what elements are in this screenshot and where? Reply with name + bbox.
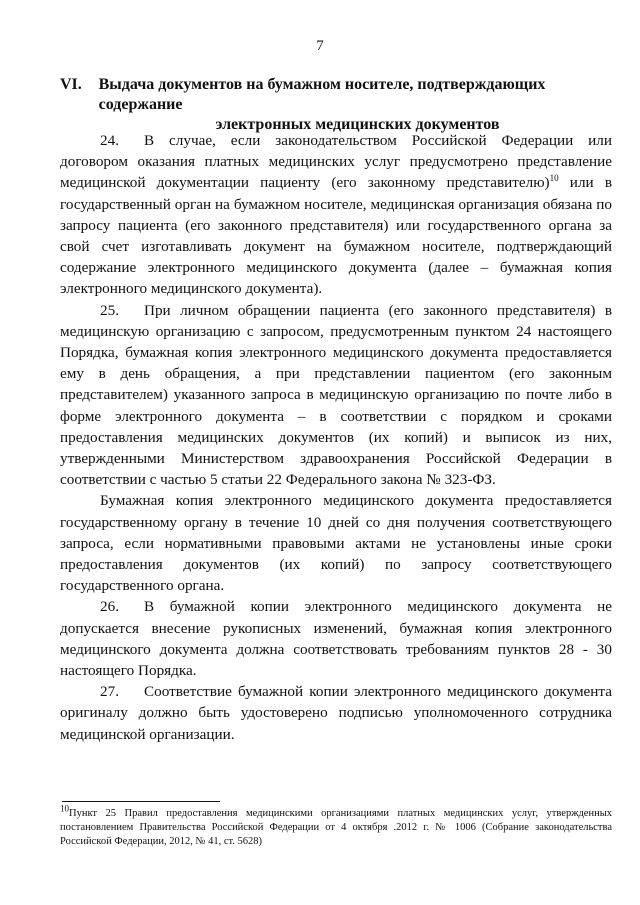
section-heading: [60, 75, 615, 135]
paragraph-25-continued: [60, 490, 612, 596]
footnote: [60, 803, 612, 849]
section-title-line2: электронных медицинских документов: [215, 116, 500, 133]
paragraph-text: Соответствие бумажной копии электронного медицинского документа оригиналу должно быть удостоверено подписью уполномоченного сотрудника медицинской организации.: [60, 683, 612, 743]
footnote-text: Пункт 25 Правил предоставления медицинскими организациями платных медицинских услуг, утвержденных постановлением Правительства Российской Федерации от 4 октября .2012 г. № 1006 (Собрание законодательства Российской Федерации, 2012, № 41, ст. 5628): [60, 808, 612, 847]
paragraph-27: [60, 681, 612, 745]
page-number: 7: [316, 38, 324, 54]
paragraph-number: 26.: [100, 598, 119, 616]
paragraph-text-continued: или в государственный орган на бумажном носителе, медицинская организация обязана по запросу пациента (его законного представителя) или государственного органа за свой счет изготавливать документ на бумажном носителе, подтверждающий содержание электронного медицинского документа (далее – бумажная копия электронного медицинского документа).: [60, 174, 613, 298]
footnote-number: 10: [60, 803, 69, 814]
body-text: [60, 130, 612, 745]
paragraph-25: [60, 300, 612, 491]
paragraph-number: 27.: [100, 683, 119, 701]
paragraph-number: 24.: [100, 132, 119, 149]
paragraph-24: [60, 130, 612, 300]
paragraph-number: 25.: [100, 301, 119, 319]
paragraph-text: Бумажная копия электронного медицинского документа предоставляется государственному органу в течение 10 дней со дня получения соответствующего запроса, если нормативными правовыми актами не установлены иные сроки предоставления документов (их копий) по запросу соответствующего государственного органа.: [60, 492, 612, 595]
section-number: VI.: [60, 76, 82, 93]
footnote-divider: [62, 801, 220, 802]
paragraph-text: В бумажной копии электронного медицинского документа не допускается внесение рукописных изменений, бумажная копия электронного медицинского документа должна соответствовать требованиям пунктов 28 - 30 настоящего Порядка.: [60, 598, 612, 680]
paragraph-text: В случае, если законодательством Российской Федерации или договором оказания платных медицинских услуг предусмотрено представление медицинской документации пациенту (его законному представителю): [60, 132, 612, 192]
footnote-reference: 10: [549, 173, 559, 184]
paragraph-26: [60, 596, 612, 681]
section-title-line1: Выдача документов на бумажном носителе, подтверждающих содержание: [98, 76, 546, 113]
paragraph-text: При личном обращении пациента (его законного представителя) в медицинскую организацию с запросом, предусмотренным пунктом 24 настоящего Порядка, бумажная копия электронного медицинского документа предоставляется ему в день обращения, а при представлении пациентом (его законным представителем) указанного запроса в медицинскую организацию по почте либо в форме электронного документа – в соответствии с порядком и сроками предоставления медицинских документов (их копий) и выписок из них, утвержденными Министерством здравоохранения Российской Федерации в соответствии с частью 5 статьи 22 Федерального закона № 323-ФЗ.: [60, 301, 612, 489]
